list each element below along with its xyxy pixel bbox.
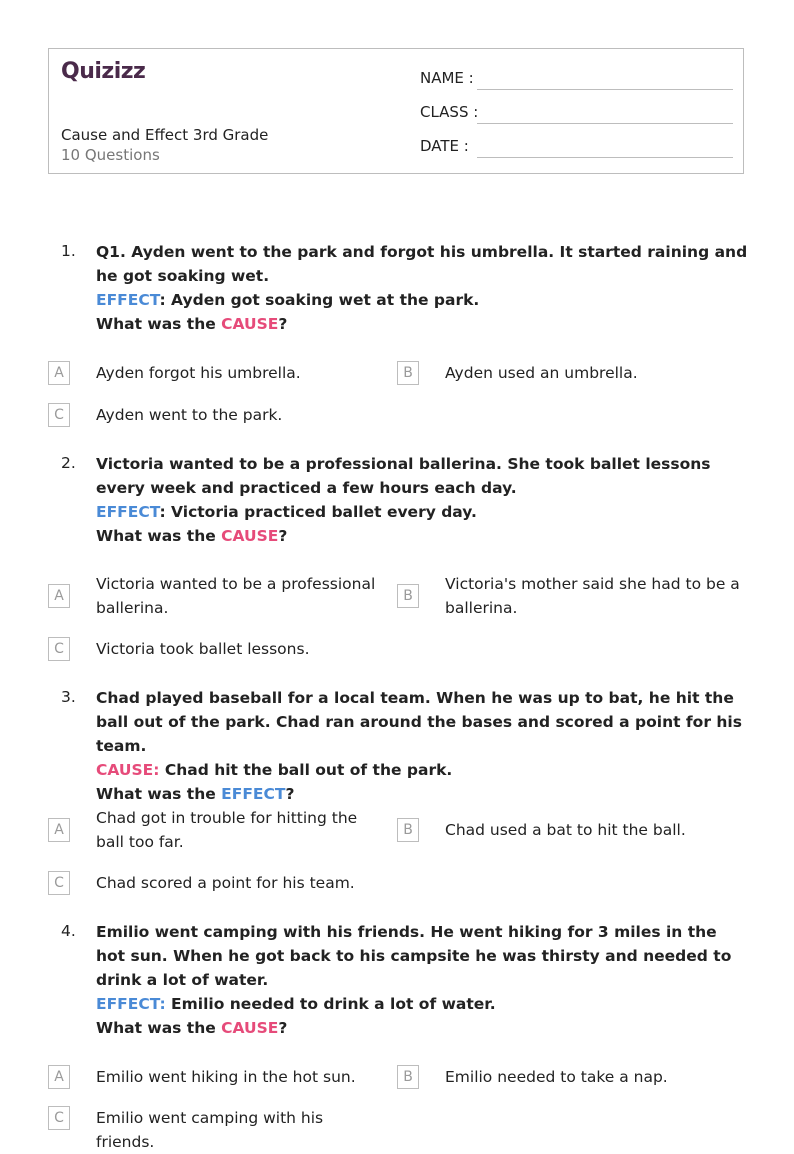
ask-suffix: ?: [278, 315, 288, 333]
worksheet-header: [48, 48, 744, 174]
question-prompt: Chad played baseball for a local team. When he was up to bat, he hit the ball out of the park. Chad ran around the bases and scored a point for his team.: [96, 689, 742, 755]
option-b-text[interactable]: Emilio needed to take a nap.: [445, 1068, 668, 1086]
worksheet-title: Cause and Effect 3rd Grade: [61, 126, 269, 144]
question-number: 4.: [61, 922, 76, 940]
option-b-box[interactable]: B: [397, 361, 419, 385]
question-text: [96, 452, 748, 548]
ask-prefix: What was the: [96, 1019, 222, 1037]
option-c-text[interactable]: Ayden went to the park.: [96, 406, 283, 424]
ask-key: EFFECT: [221, 785, 286, 803]
option-a-text[interactable]: Ayden forgot his umbrella.: [96, 364, 301, 382]
option-a-text[interactable]: Chad got in trouble for hitting the ball too far.: [96, 809, 358, 851]
question-text: [96, 920, 748, 1040]
option-b-box[interactable]: B: [397, 584, 419, 608]
given-label: EFFECT: [96, 503, 160, 521]
option-a-box[interactable]: A: [48, 1065, 70, 1089]
ask-prefix: What was the: [96, 315, 222, 333]
option-c-box[interactable]: C: [48, 637, 70, 661]
given-label: CAUSE:: [96, 761, 160, 779]
question-text: [96, 240, 748, 336]
given-text: : Victoria practiced ballet every day.: [159, 503, 477, 521]
ask-key: CAUSE: [221, 527, 279, 545]
option-b-box[interactable]: B: [397, 818, 419, 842]
ask-key: CAUSE: [221, 315, 279, 333]
option-c-box[interactable]: C: [48, 1106, 70, 1130]
question-count: 10 Questions: [61, 146, 160, 164]
question-prompt: Victoria wanted to be a professional ballerina. She took ballet lessons every week and practiced a few hours each day.: [96, 455, 711, 497]
option-a-text[interactable]: Emilio went hiking in the hot sun.: [96, 1068, 356, 1086]
given-text: : Ayden got soaking wet at the park.: [159, 291, 480, 309]
given-label: EFFECT: [96, 291, 160, 309]
option-b-text[interactable]: Ayden used an umbrella.: [445, 364, 638, 382]
ask-suffix: ?: [278, 527, 288, 545]
option-a-box[interactable]: A: [48, 584, 70, 608]
option-a-text[interactable]: Victoria wanted to be a professional ballerina.: [96, 575, 376, 617]
class-line: [477, 123, 733, 124]
option-c-box[interactable]: C: [48, 871, 70, 895]
option-b-text[interactable]: Chad used a bat to hit the ball.: [445, 821, 686, 839]
ask-prefix: What was the: [96, 527, 222, 545]
given-label: EFFECT:: [96, 995, 166, 1013]
class-label: CLASS :: [420, 103, 479, 121]
name-line: [477, 89, 733, 90]
date-label: DATE :: [420, 137, 469, 155]
option-b-box[interactable]: B: [397, 1065, 419, 1089]
option-c-text[interactable]: Chad scored a point for his team.: [96, 874, 355, 892]
option-b-text[interactable]: Victoria's mother said she had to be a ballerina.: [445, 575, 740, 617]
date-line: [477, 157, 733, 158]
question-prompt: Emilio went camping with his friends. He went hiking for 3 miles in the hot sun. When he got back to his campsite he was thirsty and needed to drink a lot of water.: [96, 923, 732, 989]
ask-key: CAUSE: [221, 1019, 279, 1037]
ask-suffix: ?: [285, 785, 295, 803]
option-a-box[interactable]: A: [48, 818, 70, 842]
ask-suffix: ?: [278, 1019, 288, 1037]
ask-prefix: What was the: [96, 785, 222, 803]
name-label: NAME :: [420, 69, 474, 87]
question-number: 2.: [61, 454, 76, 472]
option-a-box[interactable]: A: [48, 361, 70, 385]
question-prompt: Q1. Ayden went to the park and forgot his umbrella. It started raining and he got soaking wet.: [96, 243, 748, 285]
option-c-text[interactable]: Emilio went camping with his friends.: [96, 1109, 324, 1151]
option-c-text[interactable]: Victoria took ballet lessons.: [96, 640, 310, 658]
option-c-box[interactable]: C: [48, 403, 70, 427]
question-number: 3.: [61, 688, 76, 706]
question-number: 1.: [61, 242, 76, 260]
given-text: Emilio needed to drink a lot of water.: [165, 995, 496, 1013]
quizizz-logo: Quizizz: [61, 59, 146, 84]
given-text: Chad hit the ball out of the park.: [159, 761, 453, 779]
question-text: [96, 686, 748, 806]
